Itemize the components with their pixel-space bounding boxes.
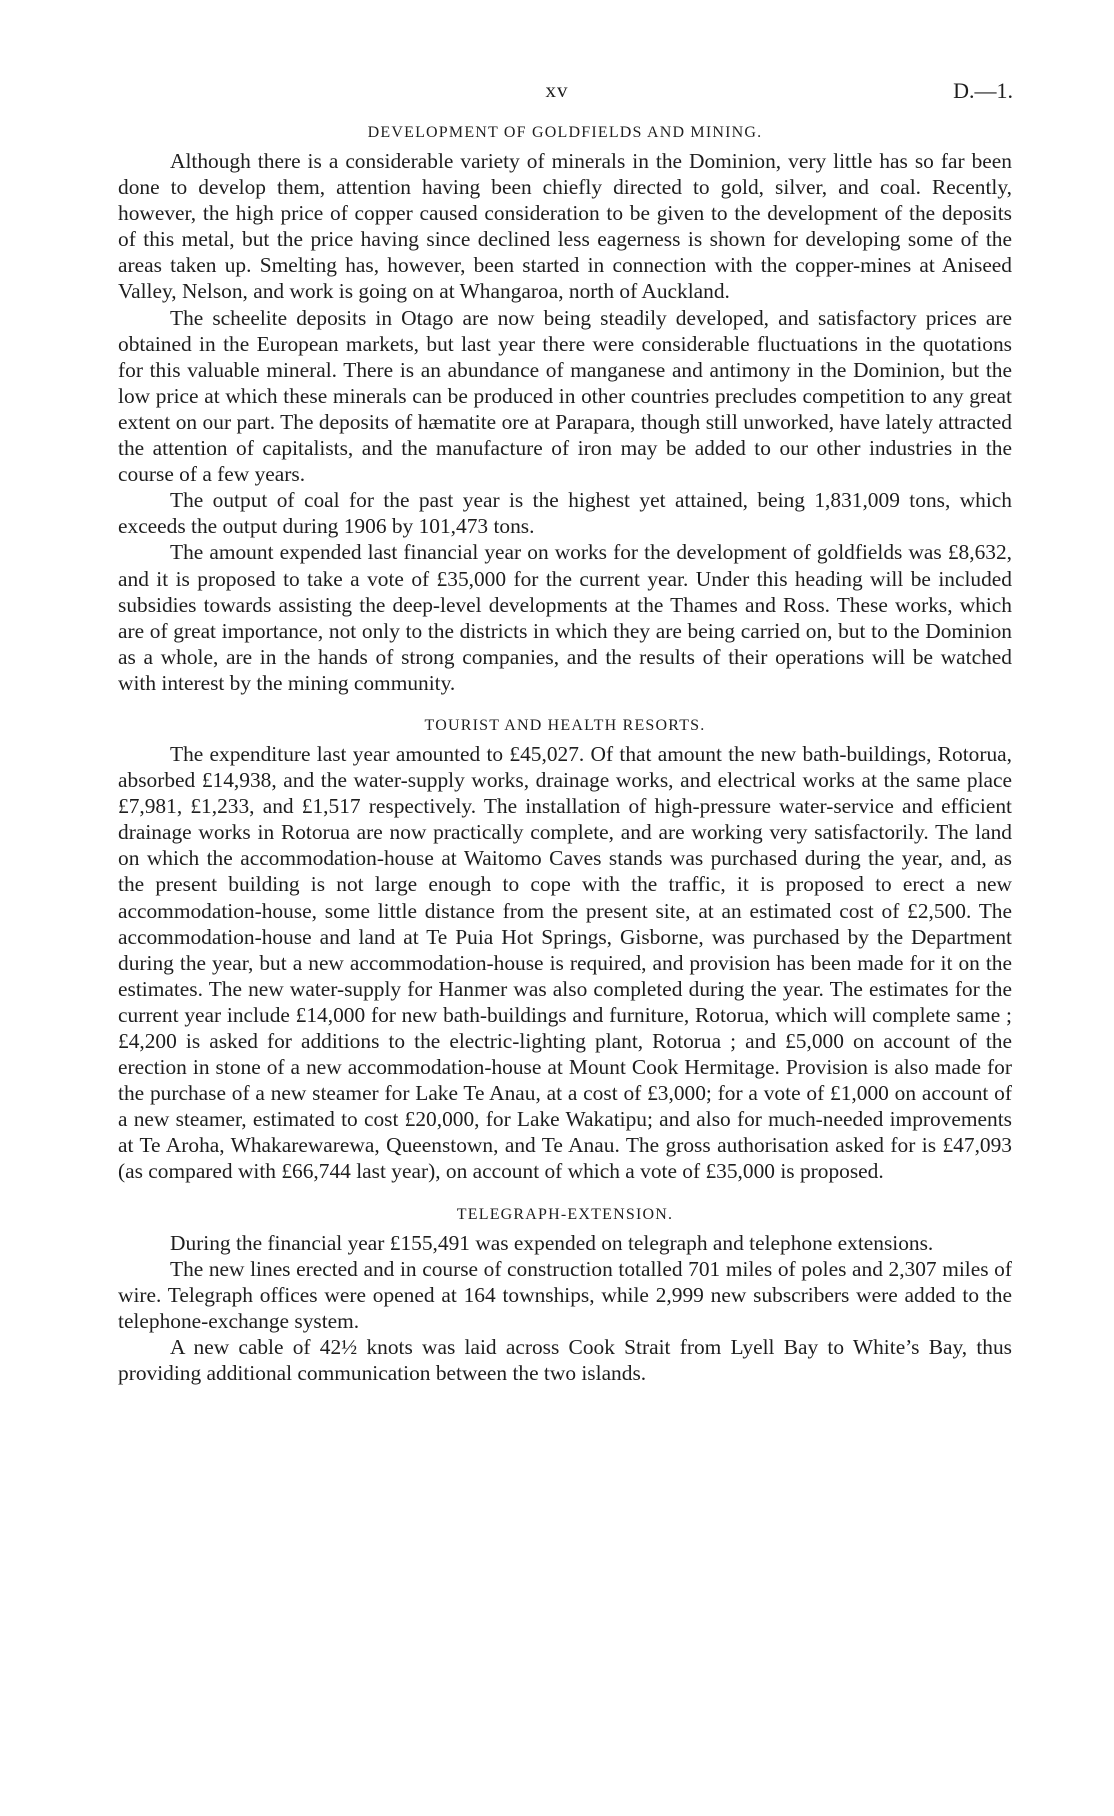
paragraph: Although there is a considerable variety of minerals in the Dominion, very little has so far been done to develop them, attention having been chiefly directed to gold, silver, and coal. Recently, however, the high price of copper caused consideration to be given to the development of the deposits of this metal, but the price having since declined less eagerness is shown for developing some of the areas taken up. Smelting has, however, been started in connection with the copper-mines at Aniseed Valley, Nelson, and work is going on at Whangaroa, north of Auckland. [118, 149, 1012, 304]
page-body [118, 122, 1012, 1386]
section-tourist-health-resorts [118, 715, 1012, 1185]
paragraph: The expenditure last year amounted to £45,027. Of that amount the new bath-buildings, Rotorua, absorbed £14,938, and the water-supply works, drainage works, and electrical works at the same place £7,981, £1,233, and £1,517 respectively. The installation of high-pressure water-service and efficient drainage works in Rotorua are now practically complete, and are working very satisfactorily. The land on which the accommodation-house at Waitomo Caves stands was purchased during the year, and, as the present building is not large enough to cope with the traffic, it is proposed to erect a new accommodation-house, some little distance from the present site, at an estimated cost of £2,500. The accommodation-house and land at Te Puia Hot Springs, Gisborne, was purchased by the Department during the year, but a new accommodation-house is required, and provision has been made for it on the estimates. The new water-supply for Hanmer was also completed during the year. The estimates for the current year include £14,000 for new bath-buildings and furniture, Rotorua, which will complete same ; £4,200 is asked for additions to the electric-lighting plant, Rotorua ; and £5,000 on account of the erection in stone of a new accommodation-house at Mount Cook Hermitage. Provision is also made for the purchase of a new steamer for Lake Te Anau, at a cost of £3,000; for a vote of £1,000 on account of a new steamer, estimated to cost £20,000, for Lake Wakatipu; and also for much-needed improvements at Te Aroha, Whakarewarewa, Queenstown, and Te Anau. The gross authorisation asked for is £47,093 (as compared with £66,744 last year), on account of which a vote of £35,000 is proposed. [118, 741, 1012, 1184]
document-reference: D.—1. [953, 78, 1013, 103]
paragraph: The new lines erected and in course of construction totalled 701 miles of poles and 2,307 miles of wire. Telegraph offices were opened at 164 townships, while 2,999 new subscribers were added to the telephone-exchange system. [118, 1256, 1012, 1333]
page-number: xv [545, 78, 569, 102]
paragraph: A new cable of 42½ knots was laid across Cook Strait from Lyell Bay to White’s Bay, thus providing additional communication between the two islands. [118, 1334, 1012, 1386]
paragraph: The amount expended last financial year on works for the development of goldfields was £8,632, and it is proposed to take a vote of £35,000 for the current year. Under this heading will be included subsidies towards assisting the deep-level developments at the Thames and Ross. These works, which are of great importance, not only to the districts in which they are being carried on, but to the Dominion as a whole, are in the hands of strong companies, and the results of their operations will be watched with interest by the mining community. [118, 540, 1012, 695]
section-title: TELEGRAPH-EXTENSION. [456, 1205, 674, 1223]
section-goldfields-mining [118, 122, 1012, 696]
section-title: DEVELOPMENT OF GOLDFIELDS AND MINING. [367, 124, 763, 141]
section-title: TOURIST AND HEALTH RESORTS. [424, 716, 706, 734]
page-header [0, 78, 1114, 108]
section-telegraph-extension [118, 1204, 1012, 1387]
paragraph: The output of coal for the past year is the highest yet attained, being 1,831,009 tons, which exceeds the output during 1906 by 101,473 tons. [118, 488, 1012, 539]
paragraph: The scheelite deposits in Otago are now being steadily developed, and satisfactory prices are obtained in the European markets, but last year there were considerable fluctuations in the quotations for this valuable mineral. There is an abundance of manganese and antimony in the Dominion, but the low price at which these minerals can be produced in other countries precludes competition to any great extent on our part. The deposits of hæmatite ore at Parapara, though still unworked, have lately attracted the attention of capitalists, and the manufacture of iron may be added to our other industries in the course of a few years. [118, 305, 1012, 487]
paragraph: During the financial year £155,491 was expended on telegraph and telephone extensions. [170, 1230, 934, 1255]
